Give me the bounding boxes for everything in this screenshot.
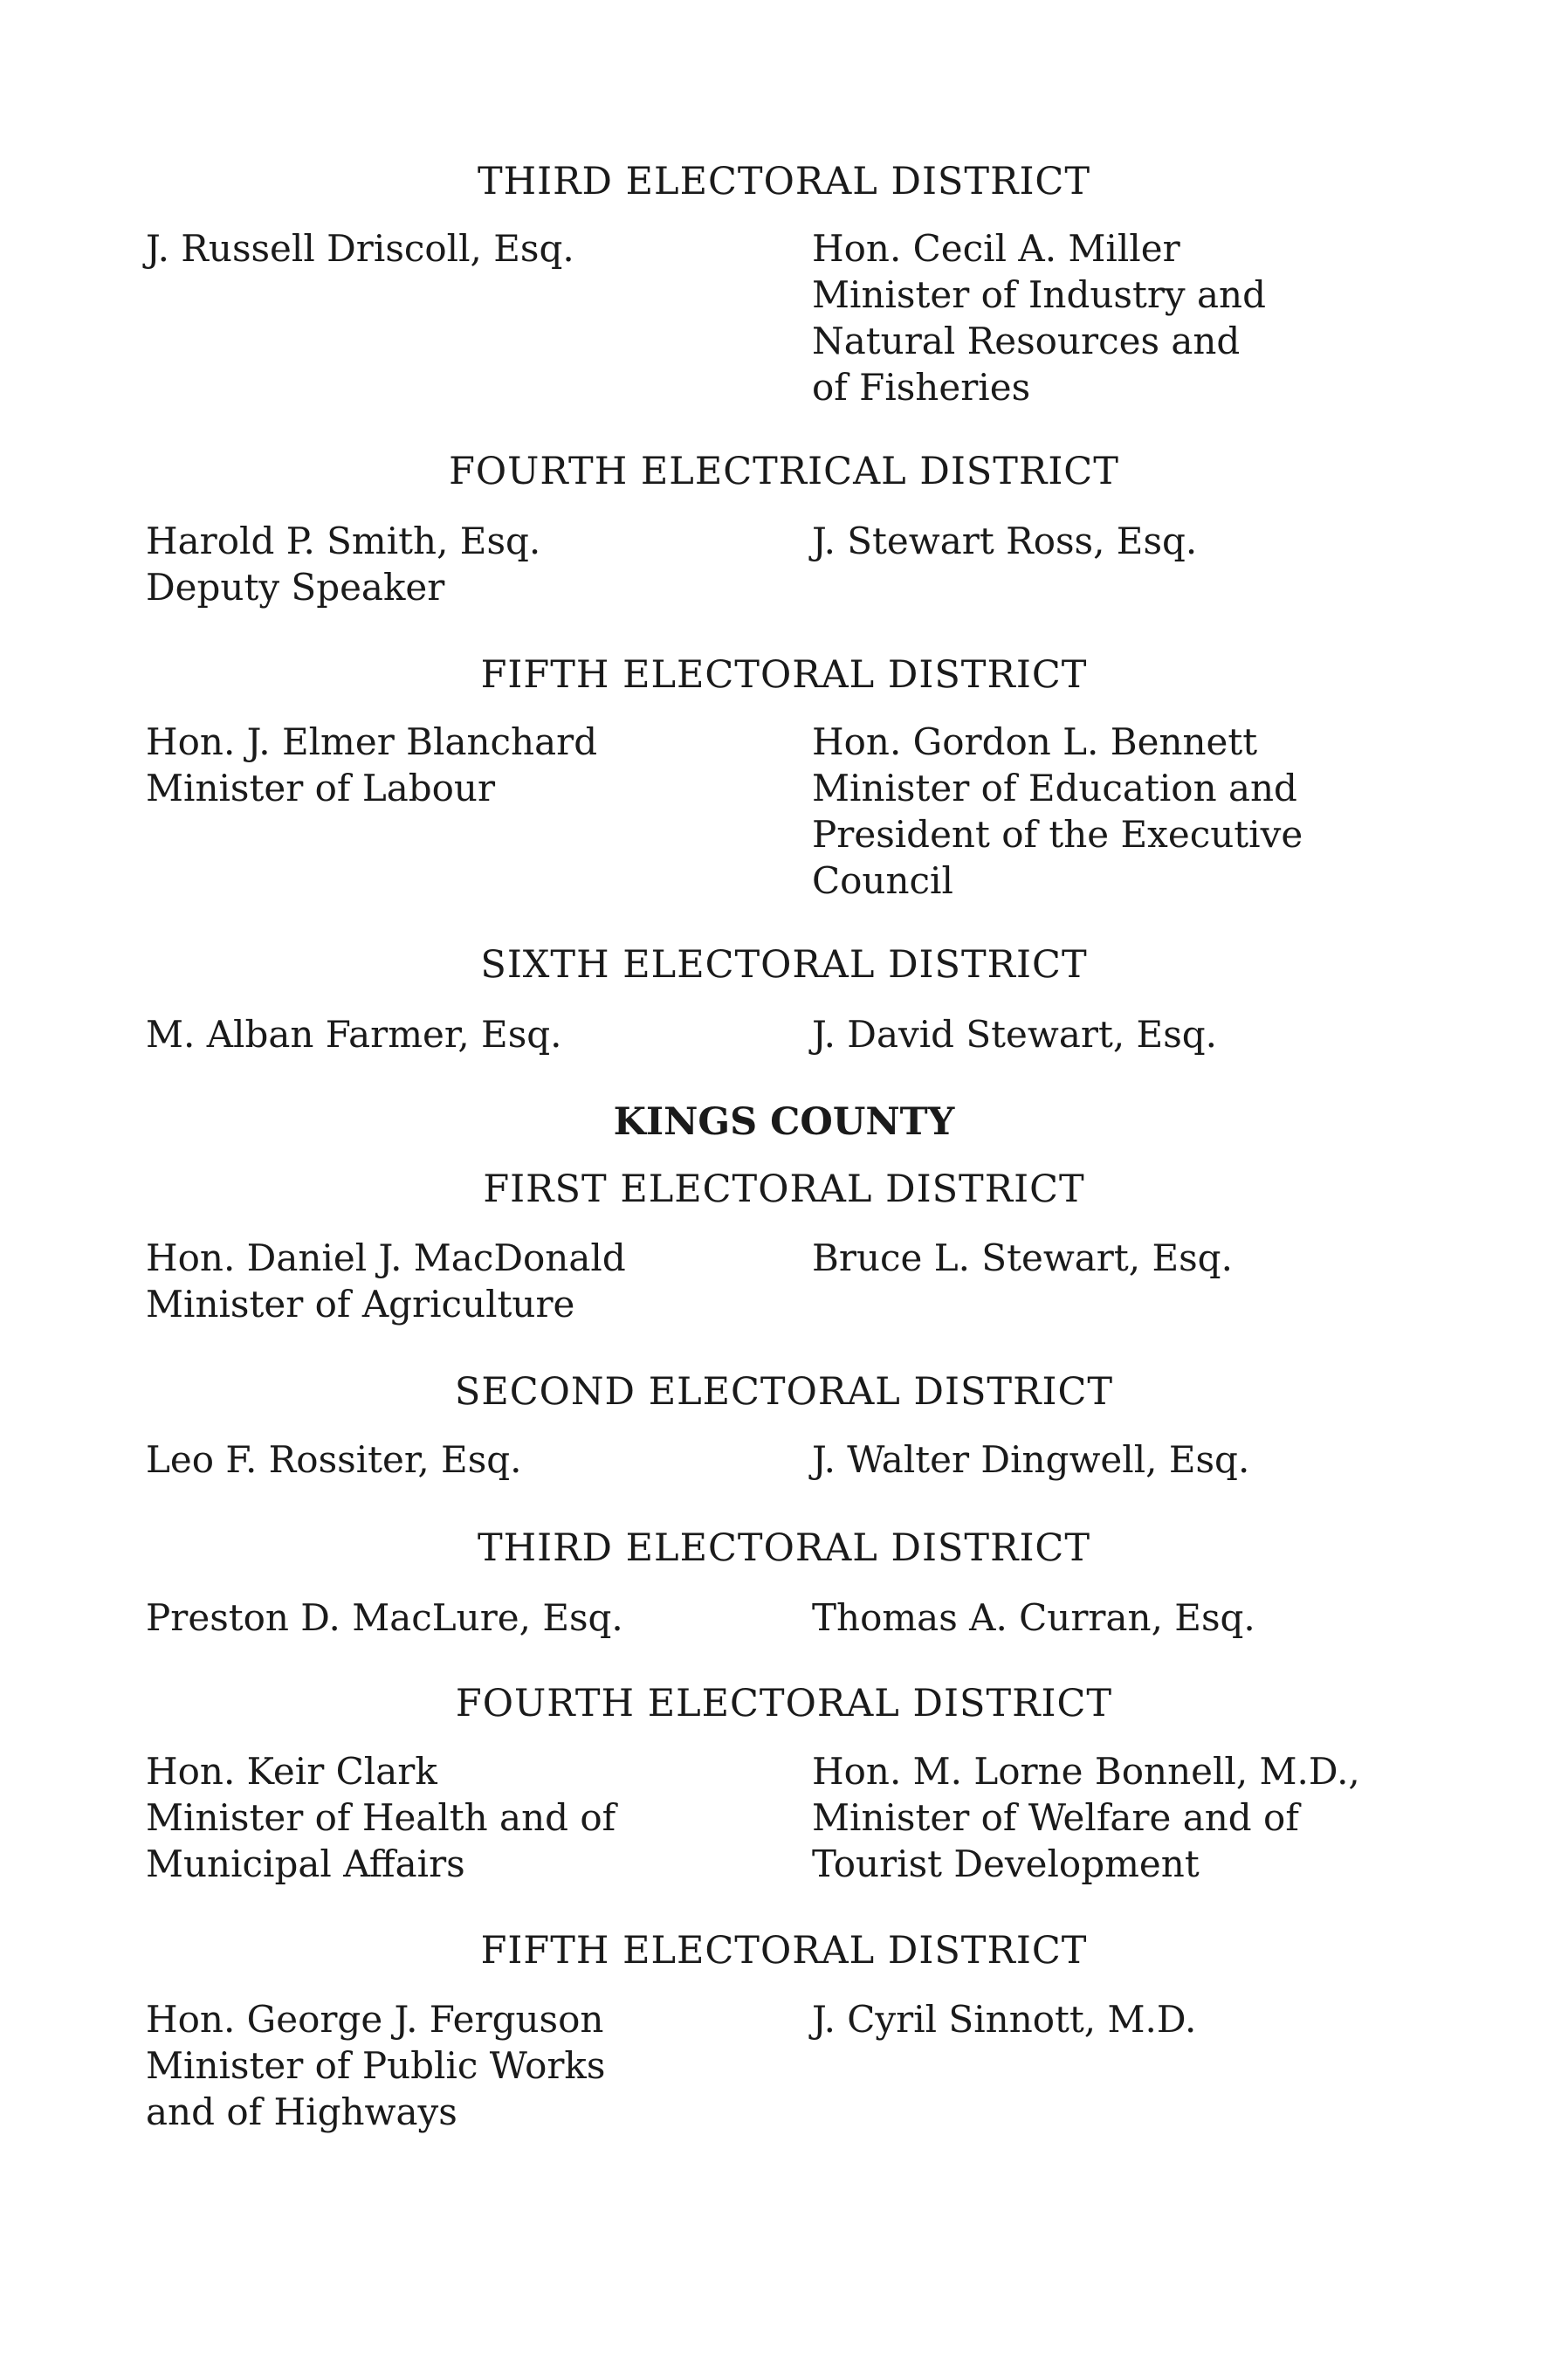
district-heading: FOURTH ELECTORAL DISTRICT: [455, 1682, 1113, 1725]
county-heading: KINGS COUNTY: [613, 1100, 955, 1144]
member-line: J. David Stewart, Esq.: [812, 1013, 1217, 1056]
member-line: Bruce L. Stewart, Esq.: [812, 1236, 1233, 1279]
district-heading: SECOND ELECTORAL DISTRICT: [454, 1370, 1114, 1414]
member-line: Hon. M. Lorne Bonnell, M.D.,: [812, 1750, 1360, 1793]
right-member: [812, 225, 1266, 410]
member-line: Hon. Keir Clark: [146, 1750, 437, 1793]
district-heading: FIFTH ELECTORAL DISTRICT: [480, 1929, 1088, 1973]
left-member: [146, 1011, 562, 1057]
left-member: [146, 518, 540, 610]
member-line: J. Russell Driscoll, Esq.: [146, 227, 574, 270]
left-member: [146, 1235, 626, 1327]
member-line: J. Cyril Sinnott, M.D.: [812, 1998, 1197, 2041]
member-line: J. Walter Dingwell, Esq.: [812, 1438, 1250, 1481]
member-line: Thomas A. Curran, Esq.: [812, 1596, 1255, 1639]
member-line: Minister of Welfare and of: [812, 1796, 1299, 1839]
district-heading: FIFTH ELECTORAL DISTRICT: [480, 653, 1088, 697]
member-line: J. Stewart Ross, Esq.: [812, 520, 1198, 562]
district-heading: SIXTH ELECTORAL DISTRICT: [480, 943, 1088, 987]
left-member: [146, 225, 574, 272]
right-member: [812, 1011, 1217, 1057]
district-heading: THIRD ELECTORAL DISTRICT: [477, 160, 1091, 203]
right-member: [812, 719, 1303, 904]
member-line: Natural Resources and: [812, 320, 1241, 362]
right-member: [812, 1594, 1255, 1641]
left-member: [146, 719, 597, 811]
member-line: Leo F. Rossiter, Esq.: [146, 1438, 522, 1481]
member-line: Deputy Speaker: [146, 566, 445, 609]
member-line: Hon. J. Elmer Blanchard: [146, 720, 598, 763]
right-member: [812, 1748, 1360, 1887]
member-line: Harold P. Smith, Esq.: [146, 520, 541, 562]
left-member: [146, 1748, 616, 1887]
member-line: Council: [812, 859, 953, 902]
member-line: Minister of Health and of: [146, 1796, 616, 1839]
member-line: Minister of Industry and: [812, 273, 1266, 316]
member-line: Hon. Gordon L. Bennett: [812, 720, 1258, 763]
member-line: Minister of Education and: [812, 767, 1297, 809]
member-line: Hon. Daniel J. MacDonald: [146, 1236, 626, 1279]
member-line: of Fisheries: [812, 366, 1031, 409]
member-line: Municipal Affairs: [146, 1842, 465, 1885]
member-line: Tourist Development: [812, 1842, 1200, 1885]
member-line: Hon. George J. Ferguson: [146, 1998, 604, 2041]
member-line: Minister of Labour: [146, 767, 496, 809]
member-line: M. Alban Farmer, Esq.: [146, 1013, 562, 1056]
district-heading: FIRST ELECTORAL DISTRICT: [483, 1167, 1085, 1211]
member-line: Preston D. MacLure, Esq.: [146, 1596, 623, 1639]
right-member: [812, 1436, 1249, 1483]
right-member: [812, 518, 1197, 564]
member-line: Minister of Public Works: [146, 2044, 606, 2087]
member-line: Hon. Cecil A. Miller: [812, 227, 1180, 270]
member-line: Minister of Agriculture: [146, 1283, 575, 1326]
left-member: [146, 1996, 605, 2135]
right-member: [812, 1235, 1233, 1281]
right-member: [812, 1996, 1196, 2042]
district-heading: FOURTH ELECTRICAL DISTRICT: [449, 450, 1119, 493]
left-member: [146, 1594, 623, 1641]
member-line: and of Highways: [146, 2090, 457, 2133]
district-heading: THIRD ELECTORAL DISTRICT: [477, 1526, 1091, 1570]
left-member: [146, 1436, 521, 1483]
member-line: President of the Executive: [812, 813, 1303, 856]
